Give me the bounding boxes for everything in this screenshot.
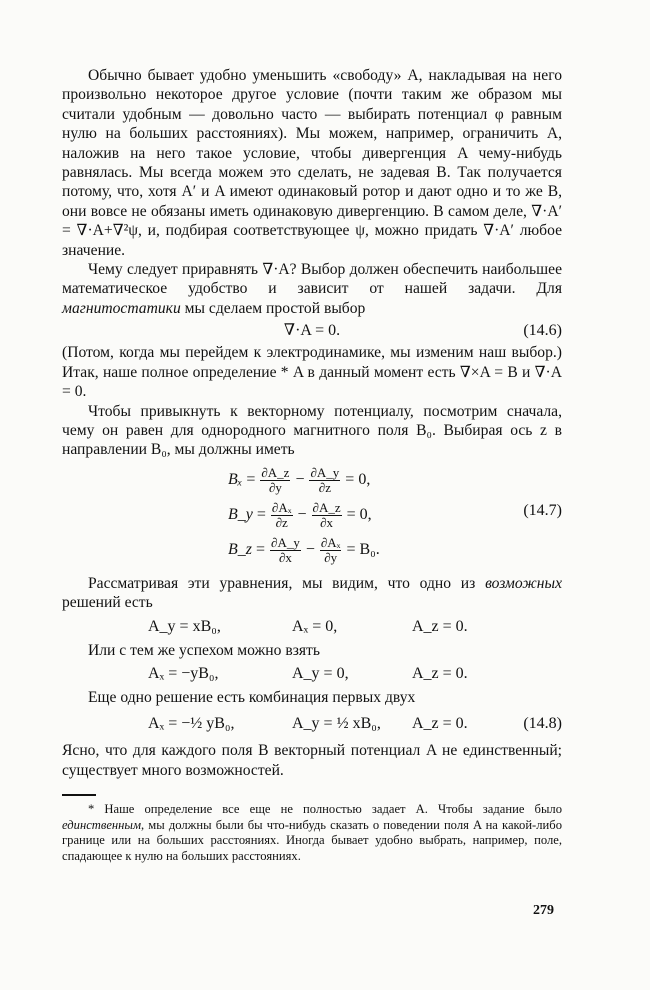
equation-14-8-number: (14.8) [523, 715, 562, 733]
solution-3-ay: A_y = ½ xB₀, [292, 715, 381, 733]
footnote-emphasis: единственным [62, 817, 141, 832]
fraction: $\frac{\text{∂Aₓ}}{\partial y}$ [320, 534, 341, 565]
paragraph-2-emphasis: магнитостатики [62, 299, 181, 317]
footnote-divider [62, 794, 96, 796]
equation-14-6-body: ∇·A = 0. [283, 322, 341, 340]
equation-14-6 [62, 318, 562, 343]
fraction: $\frac{\partial A\_z}{\partial x}$ [312, 499, 341, 530]
solution-2-az: A_z = 0. [412, 664, 468, 682]
paragraph-3: (Потом, когда мы перейдем к электродинамике, мы изменим наш выбор.) Итак, наше полное определение * A в данный момент есть ∇×A = B и ∇·A = 0. [62, 344, 562, 401]
paragraph-1: Обычно бывает удобно уменьшить «свободу» A, накладывая на него произвольно некоторое другое условие (почти таким же образом мы считали удобным — довольно часто — выбирать потенциал φ равным нулю на больших расстояниях). Мы можем, например, ограничить A, наложив на него такое условие, чтобы дивергенция A чему-нибудь равнялась. Мы всегда можем это сделать, не задевая B. Так получается потому, что, хотя A′ и A имеют одинаковый ротор и дают одно и то же B, они вовсе не обязаны иметь одинаковую дивергенцию. В самом деле, ∇·A′ = ∇·A+∇²ψ, и, подбирая соответствующее ψ, можно придать ∇·A′ любое значение. [62, 67, 562, 259]
solution-1-ax: Aₓ = 0, [292, 617, 338, 635]
solution-2 [62, 660, 562, 688]
eq-line-bz-rhs: B₀. [359, 540, 380, 558]
solution-1 [62, 613, 562, 641]
paragraph-5 [62, 574, 562, 613]
solution-3-az: A_z = 0. [412, 715, 468, 733]
eq-line-bz: B_z = $\frac{\partial A\_y}{\partial x}$ − $\frac{\text{∂Aₓ}}{\partial y}$ = B₀. [228, 534, 380, 565]
eq-line-by-rhs: 0, [359, 505, 372, 523]
equation-14-6-number: (14.6) [523, 322, 562, 340]
fraction: $\frac{\partial A\_z}{\partial y}$ [261, 464, 290, 495]
equation-14-7-number: (14.7) [523, 501, 562, 519]
equation-14-8 [62, 707, 562, 741]
solution-1-ay: A_y = xB₀, [148, 617, 221, 635]
eq-line-bx-rhs: 0, [358, 470, 371, 488]
paragraph-2-text-a: Чему следует приравнять ∇·A? Выбор должен обеспечить наибольшее математическое удобство и зависит от нашей задачи. Для [62, 261, 562, 298]
fraction: $\frac{\partial A\_y}{\partial z}$ [310, 464, 340, 495]
footnote-text-a: * Наше определение все еще не полностью задает A. Чтобы задание было [88, 802, 562, 817]
eq-line-bx: Bₓ = $\frac{\partial A\_z}{\partial y}$ − $\frac{\partial A\_y}{\partial z}$ = 0, [228, 464, 371, 495]
paragraph-5-text-a: Рассматривая эти уравнения, мы видим, что одно из [88, 574, 486, 592]
footnote [62, 802, 562, 864]
page-content [62, 66, 562, 865]
page-number: 279 [533, 903, 554, 918]
solution-2-ay: A_y = 0, [292, 664, 349, 682]
paragraph-2 [62, 260, 562, 318]
eq-line-bz-lhs: B_z [228, 540, 252, 558]
paragraph-6: Или с тем же успехом можно взять [88, 641, 320, 659]
equation-14-7 [62, 462, 562, 570]
fraction: $\frac{\partial A\_y}{\partial x}$ [271, 534, 300, 565]
paragraph-8: Ясно, что для каждого поля B векторный потенциал A не единственный; существует много возможностей. [62, 742, 562, 779]
eq-line-by-lhs: B_y [228, 505, 253, 523]
paragraph-7: Еще одно решение есть комбинация первых двух [88, 688, 416, 706]
solution-3-ax: Aₓ = −½ yB₀, [148, 715, 235, 733]
paragraph-4: Чтобы привыкнуть к векторному потенциалу, посмотрим сначала, чему он равен для однородного магнитного поля B₀. Выбирая ось z в направлении B₀, мы должны иметь [62, 402, 562, 459]
paragraph-2-text-b: мы сделаем простой выбор [180, 299, 366, 317]
eq-line-by: B_y = $\frac{\text{∂Aₓ}}{\partial z}$ − $\frac{\partial A\_z}{\partial x}$ = 0, [228, 499, 372, 530]
solution-1-az: A_z = 0. [412, 617, 468, 635]
footnote-text-b: , мы должны были бы что-нибудь сказать о поведении поля A на какой-либо границе или на больших расстояниях. Иногда бывает удобно выбрать, например, поле, спадающее к нулю на больших расстояниях. [62, 817, 562, 863]
paragraph-5-text-b: решений есть [62, 594, 153, 612]
paragraph-5-emphasis: возможных [485, 574, 562, 592]
eq-line-bx-lhs: Bₓ [228, 470, 243, 488]
solution-2-ax: Aₓ = −yB₀, [148, 664, 219, 682]
fraction: $\frac{\text{∂Aₓ}}{\partial z}$ [271, 499, 292, 530]
